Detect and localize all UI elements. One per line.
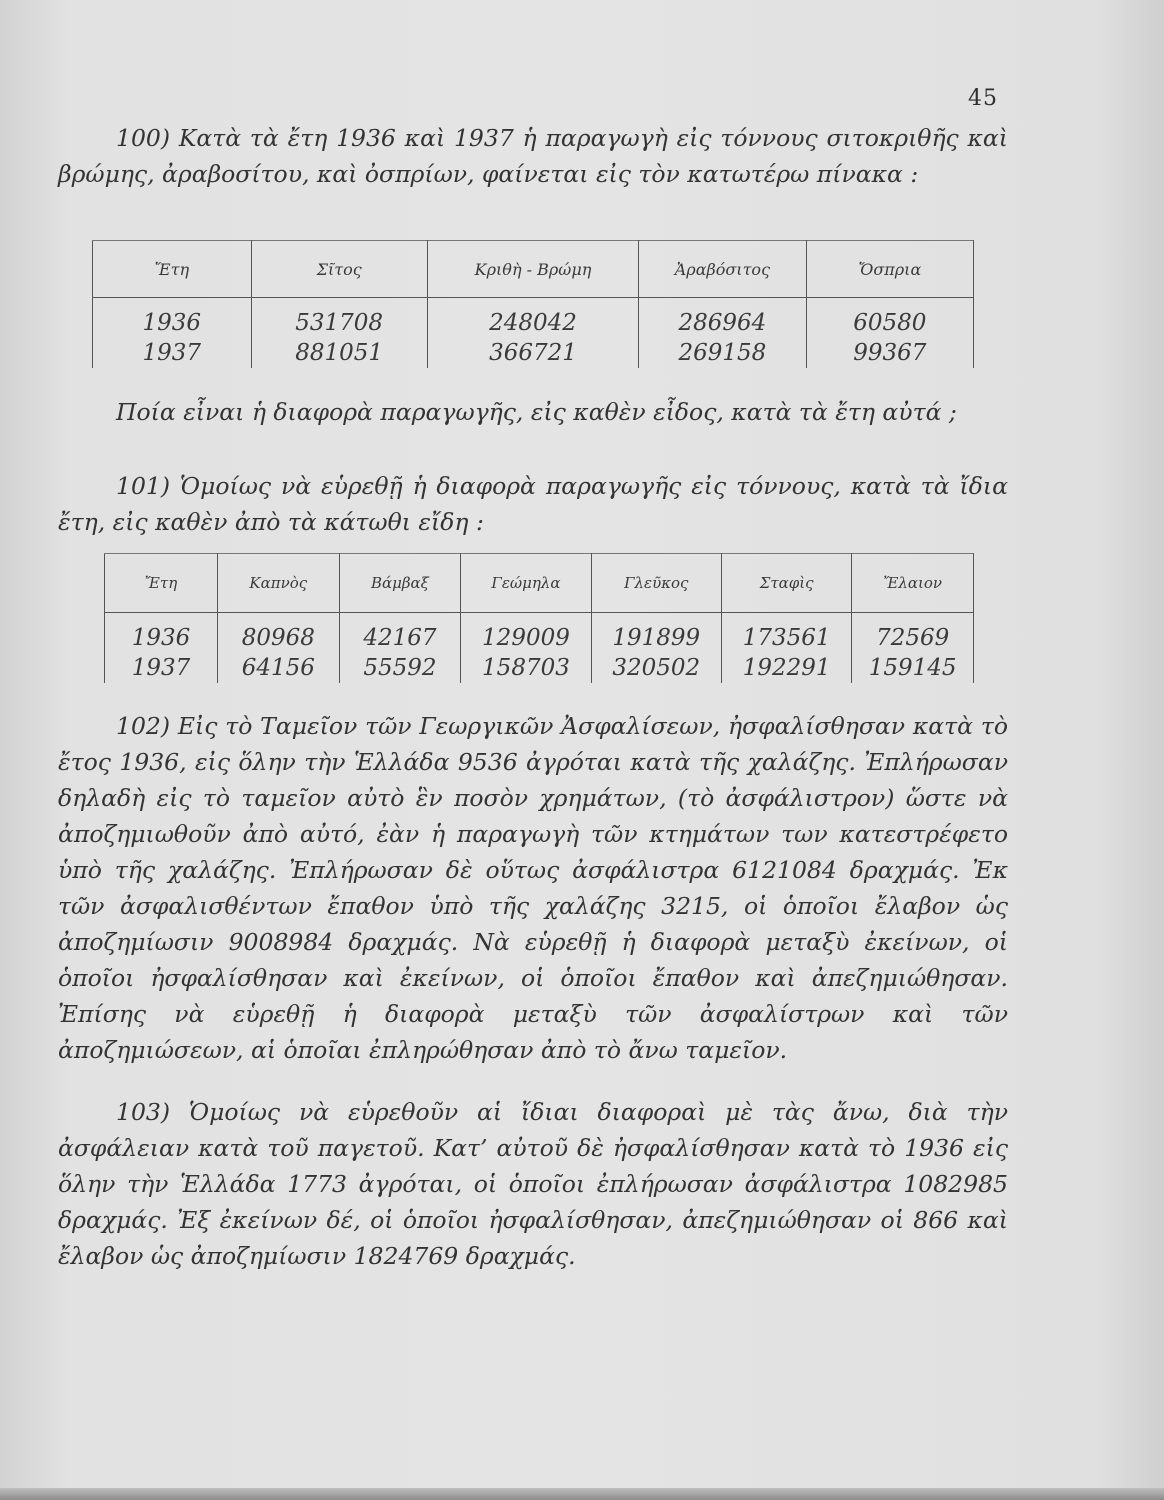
- page-number: 45: [968, 86, 998, 111]
- table2-header-olive-oil: Ἔλαιον: [852, 554, 974, 613]
- table2-cell: 173561: [721, 613, 851, 654]
- table2-cell: 80968: [217, 613, 339, 654]
- table1-cell: 881051: [251, 338, 427, 368]
- table2-header-tobacco: Καπνὸς: [217, 554, 339, 613]
- table-grain-production: [92, 240, 974, 368]
- table1-cell: 286964: [639, 298, 806, 339]
- problem-103-text: 103) Ὁμοίως νὰ εὑρεθοῦν αἱ ἴδιαι διαφοραὶ μὲ τὰς ἄνω, διὰ τὴν ἀσφάλειαν κατὰ τοῦ παγετοῦ. Κατ’ αὐτοῦ δὲ ἠσφαλίσθησαν κατὰ τὸ 1936 εἰς ὅλην τὴν Ἑλλάδα 1773 ἀγρόται, οἱ ὁποῖοι ἐπλήρωσαν ἀσφάλιστρα 1082985 δραχμάς. Ἐξ ἐκείνων δέ, οἱ ὁποῖοι ἠσφαλίσθησαν, ἀπεζημιώθησαν οἱ 866 καὶ ἔλαβον ὡς ἀποζημίωσιν 1824769 δραχμάς.: [58, 1098, 1008, 1270]
- question-100-text: Ποία εἶναι ἡ διαφορὰ παραγωγῆς, εἰς καθὲν εἶδος, κατὰ τὰ ἔτη αὐτά ;: [116, 398, 957, 426]
- table2-cell: 55592: [339, 653, 461, 683]
- table1-cell: 366721: [427, 338, 638, 368]
- table1-header-barley-oats: Κριθὴ - Βρώμη: [427, 241, 638, 298]
- table1-cell: 1937: [93, 338, 252, 368]
- table1-cell: 99367: [806, 338, 973, 368]
- table-row: [105, 613, 974, 654]
- table-row: [105, 653, 974, 683]
- table1-header-maize: Ἀραβόσιτος: [639, 241, 806, 298]
- table2-cell: 72569: [852, 613, 974, 654]
- table1-cell: 531708: [251, 298, 427, 339]
- table2-header-potatoes: Γεώμηλα: [461, 554, 591, 613]
- table2-cell: 42167: [339, 613, 461, 654]
- table2-cell: 64156: [217, 653, 339, 683]
- table2-header-must: Γλεῦκος: [591, 554, 721, 613]
- table2-cell: 320502: [591, 653, 721, 683]
- table2-header-raisins: Σταφὶς: [721, 554, 851, 613]
- problem-101-text: 101) Ὁμοίως νὰ εὑρεθῇ ἡ διαφορὰ παραγωγῆς εἰς τόννους, κατὰ τὰ ἴδια ἔτη, εἰς καθὲν ἀπὸ τὰ κάτωθι εἴδη :: [58, 472, 1008, 536]
- table1-cell: 60580: [806, 298, 973, 339]
- table1-header-wheat: Σῖτος: [251, 241, 427, 298]
- table2-header-years: Ἔτη: [105, 554, 218, 613]
- table1-cell: 248042: [427, 298, 638, 339]
- table2-header-cotton: Βάμβαξ: [339, 554, 461, 613]
- table-row: [93, 338, 974, 368]
- problem-100-text: 100) Κατὰ τὰ ἔτη 1936 καὶ 1937 ἡ παραγωγὴ εἰς τόννους σιτοκριθῆς καὶ βρώμης, ἀραβοσίτου, καὶ ὀσπρίων, φαίνεται εἰς τὸν κατωτέρω πίνακα :: [58, 124, 1008, 188]
- scan-edge: [0, 1488, 1164, 1500]
- table2-cell: 159145: [852, 653, 974, 683]
- table-crop-production: [104, 553, 974, 683]
- table2-cell: 191899: [591, 613, 721, 654]
- table2-cell: 129009: [461, 613, 591, 654]
- table2-cell: 1936: [105, 613, 218, 654]
- table2-cell: 192291: [721, 653, 851, 683]
- table1-header-legumes: Ὄσπρια: [806, 241, 973, 298]
- problem-102-text: 102) Εἰς τὸ Ταμεῖον τῶν Γεωργικῶν Ἀσφαλίσεων, ἠσφαλίσθησαν κατὰ τὸ ἔτος 1936, εἰς ὅλην τὴν Ἑλλάδα 9536 ἀγρόται κατὰ τῆς χαλάζης. Ἐπλήρωσαν δηλαδὴ εἰς τὸ ταμεῖον αὐτὸ ἓν ποσὸν χρημάτων, (τὸ ἀσφάλιστρον) ὥστε νὰ ἀποζημιωθοῦν ἀπὸ αὐτό, ἐὰν ἡ παραγωγὴ τῶν κτημάτων των κατεστρέφετο ὑπὸ τῆς χαλάζης. Ἐπλήρωσαν δὲ οὕτως ἀσφάλιστρα 6121084 δραχμάς. Ἐκ τῶν ἀσφαλισθέντων ἔπαθον ὑπὸ τῆς χαλάζης 3215, οἱ ὁποῖοι ἔλαβον ὡς ἀποζημίωσιν 9008984 δραχμάς. Νὰ εὑρεθῇ ἡ διαφορὰ μεταξὺ ἐκείνων, οἱ ὁποῖοι ἠσφαλίσθησαν καὶ ἐκείνων, οἱ ὁποῖοι ἔπαθον καὶ ἀπεζημιώθησαν. Ἐπίσης νὰ εὑρεθῇ ἡ διαφορὰ μεταξὺ τῶν ἀσφαλίστρων καὶ τῶν ἀποζημιώσεων, αἱ ὁποῖαι ἐπληρώθησαν ἀπὸ τὸ ἄνω ταμεῖον.: [58, 712, 1008, 1064]
- table1-cell: 1936: [93, 298, 252, 339]
- table-row: [93, 298, 974, 339]
- table2-cell: 1937: [105, 653, 218, 683]
- table2-cell: 158703: [461, 653, 591, 683]
- table1-cell: 269158: [639, 338, 806, 368]
- table1-header-years: Ἔτη: [93, 241, 252, 298]
